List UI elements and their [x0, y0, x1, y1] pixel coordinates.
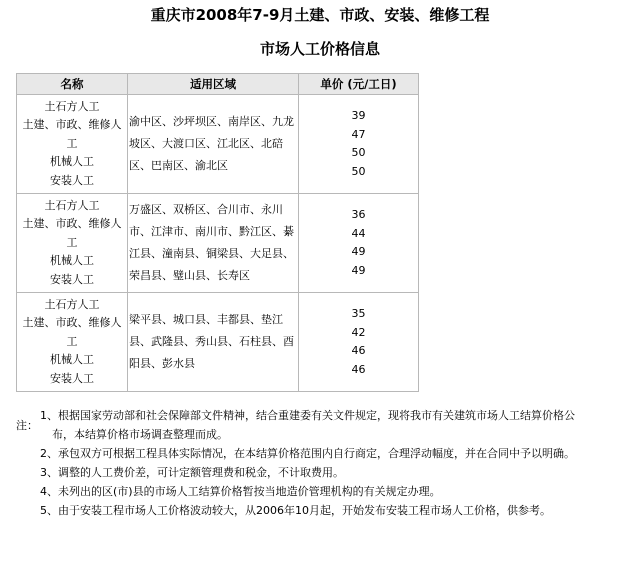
- header-area: 适用区域: [128, 74, 299, 95]
- price-value: 50: [351, 164, 366, 178]
- document-subtitle: 市场人工价格信息: [259, 40, 380, 58]
- price-value: 44: [351, 226, 366, 240]
- name-cell: [17, 293, 128, 392]
- table-header-row: [17, 74, 419, 95]
- name-installation: 安装人工: [50, 173, 94, 187]
- document-title: 重庆市2008年7-9月土建、市政、安装、维修工程: [150, 6, 490, 24]
- area-cell: 渝中区、沙坪坝区、南岸区、九龙坡区、大渡口区、江北区、北碚区、巴南区、渝北区: [128, 95, 299, 194]
- price-value: 46: [351, 362, 366, 376]
- name-civil-part1: 土建、市政、维修人: [22, 316, 122, 330]
- price-cell: [299, 194, 419, 293]
- name-earthwork: 土石方人工: [44, 99, 100, 113]
- note-item: 1、根据国家劳动部和社会保障部文件精神，结合重建委有关文件规定，现将我市有关建筑市场人工结算价格公: [40, 409, 575, 422]
- price-value: 39: [351, 109, 366, 122]
- name-machinery: 机械人工: [50, 155, 94, 169]
- price-value: 42: [351, 325, 366, 339]
- price-value: 35: [351, 307, 366, 320]
- name-civil-part2: 工: [66, 334, 78, 348]
- name-cell: [17, 95, 128, 194]
- name-installation: 安装人工: [50, 272, 94, 286]
- price-value: 47: [351, 127, 366, 141]
- header-name: 名称: [17, 74, 128, 95]
- price-cell: [299, 95, 419, 194]
- area-cell: 万盛区、双桥区、合川市、永川市、江津市、南川市、黔江区、綦江县、潼南县、铜梁县、大足县、荣昌县、璧山县、长寿区: [128, 194, 299, 293]
- note-item: 2、承包双方可根据工程具体实际情况，在本结算价格范围内自行商定，合理浮动幅度，并在合同中予以明确。: [40, 447, 575, 460]
- name-civil-part1: 土建、市政、维修人: [22, 217, 122, 231]
- name-installation: 安装人工: [50, 371, 94, 385]
- table-row: [17, 95, 419, 194]
- name-civil-part1: 土建、市政、维修人: [22, 118, 122, 132]
- price-value: 49: [351, 263, 366, 277]
- price-value: 50: [351, 146, 366, 159]
- price-value: 49: [351, 245, 366, 258]
- notes-list: [40, 406, 575, 520]
- name-machinery: 机械人工: [50, 353, 94, 367]
- table-row: [17, 194, 419, 293]
- name-earthwork: 土石方人工: [44, 297, 100, 311]
- price-table: [16, 73, 419, 392]
- name-cell: [17, 194, 128, 293]
- price-cell: [299, 293, 419, 392]
- table-row: [17, 293, 419, 392]
- header-price: 单价 (元/工日): [299, 74, 419, 95]
- note-item: 5、由于安装工程市场人工价格波动较大，从2006年10月起，开始发布安装工程市场人工价格，供参考。: [40, 504, 551, 517]
- name-civil-part2: 工: [66, 136, 78, 150]
- price-value: 36: [351, 208, 366, 221]
- name-civil-part2: 工: [66, 235, 78, 249]
- name-machinery: 机械人工: [50, 254, 94, 268]
- price-value: 46: [351, 344, 366, 357]
- notes-label: 注：: [16, 419, 38, 432]
- note-item: 布，本结算价格市场调查整理而成。: [52, 428, 228, 441]
- note-item: 3、调整的人工费价差，可计定额管理费和税金，不计取费用。: [40, 466, 344, 479]
- note-item: 4、未列出的区(市)县的市场人工结算价格暂按当地造价管理机构的有关规定办理。: [40, 485, 441, 498]
- name-earthwork: 土石方人工: [44, 198, 100, 212]
- area-cell: 梁平县、城口县、丰都县、垫江县、武隆县、秀山县、石柱县、酉阳县、彭水县: [128, 293, 299, 392]
